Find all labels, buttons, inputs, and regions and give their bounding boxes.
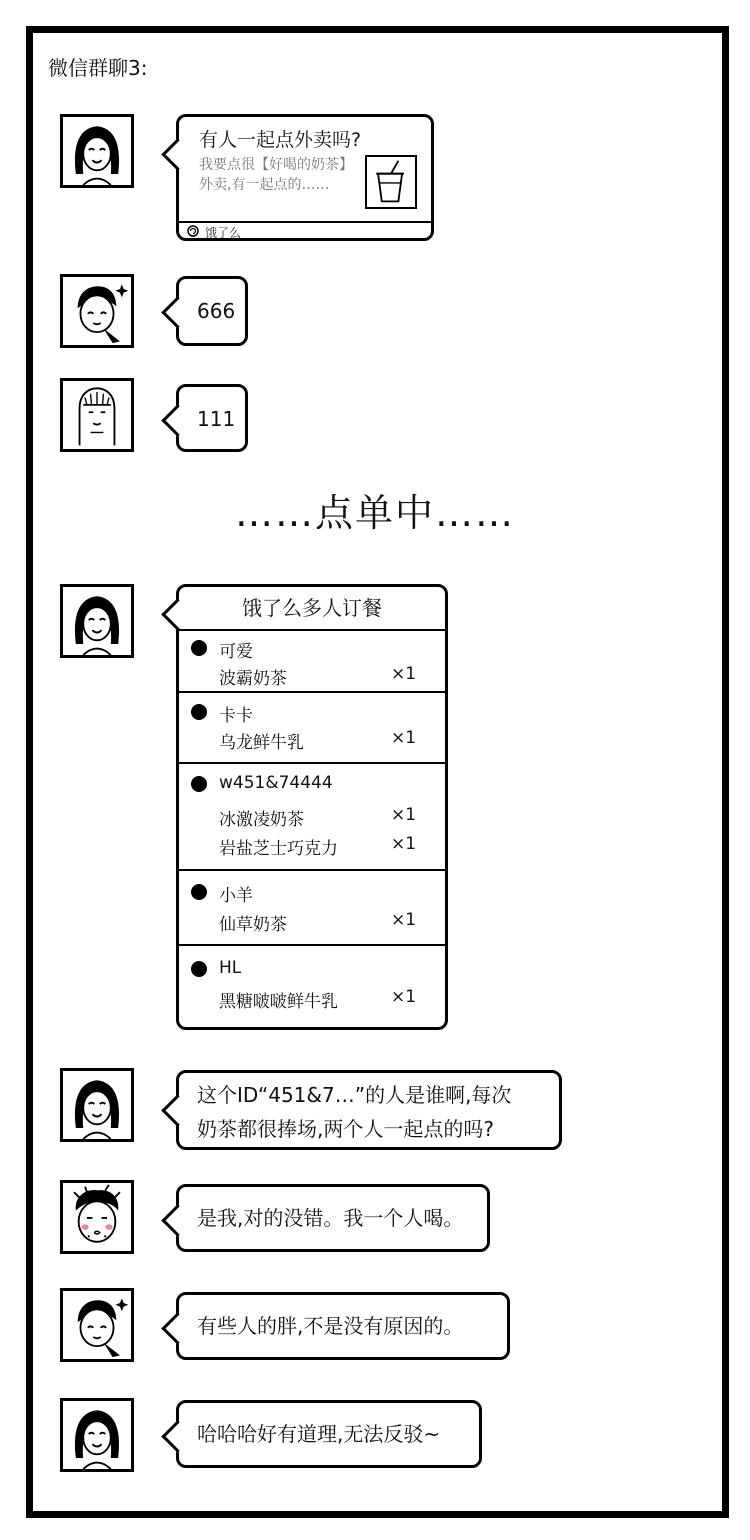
message-bubble-5[interactable] xyxy=(176,1292,510,1360)
message-bubble-6[interactable] xyxy=(176,1400,482,1468)
message-text: 有些人的胖,不是没有原因的。 xyxy=(197,1314,464,1338)
ordering-divider: ……点单中…… xyxy=(234,491,515,535)
avatar-girl-long-hair[interactable] xyxy=(60,378,134,452)
eleme-logo-icon xyxy=(187,225,199,237)
milk-tea-thumbnail xyxy=(365,155,417,209)
order-user-name: HL xyxy=(219,958,242,978)
order-user-name: 可爱 xyxy=(219,642,253,662)
message-text: 111 xyxy=(197,407,236,431)
avatar-girl-bob[interactable] xyxy=(60,1068,134,1142)
order-item: 岩盐芝士巧克力 xyxy=(219,839,338,859)
order-item: 仙草奶茶 xyxy=(219,915,287,935)
avatar-girl-bob[interactable] xyxy=(60,584,134,658)
message-text: 666 xyxy=(197,299,236,323)
chat-title: 微信群聊3: xyxy=(48,56,148,80)
order-user-name: 卡卡 xyxy=(219,706,253,726)
avatar-boy-sparkle[interactable] xyxy=(60,274,134,348)
message-text: 是我,对的没错。我一个人喝。 xyxy=(197,1206,464,1230)
message-bubble-3[interactable] xyxy=(176,1070,562,1150)
share-card-desc: 我要点很【好喝的奶茶】 外卖,有一起点的…… xyxy=(199,157,353,193)
order-qty: ×1 xyxy=(391,728,417,748)
message-text: 哈哈哈好有道理,无法反驳~ xyxy=(197,1422,441,1446)
share-card-bubble[interactable] xyxy=(176,114,434,241)
order-qty: ×1 xyxy=(391,910,417,930)
order-card-title: 饿了么多人订餐 xyxy=(179,587,445,631)
message-text: 这个ID“451&7…”的人是谁啊,每次 奶茶都很捧场,两个人一起点的吗? xyxy=(197,1083,512,1141)
order-user-name: w451&74444 xyxy=(219,773,333,793)
order-item: 冰激凌奶茶 xyxy=(219,810,304,830)
message-bubble-2[interactable] xyxy=(176,384,248,452)
order-item: 黑糖啵啵鲜牛乳 xyxy=(219,992,338,1012)
order-qty: ×1 xyxy=(391,805,417,825)
share-card-source: 饿了么 xyxy=(205,226,242,240)
order-item: 乌龙鲜牛乳 xyxy=(219,733,304,753)
avatar-girl-bob[interactable] xyxy=(60,1398,134,1472)
message-bubble-1[interactable] xyxy=(176,276,248,346)
avatar-girl-bob[interactable] xyxy=(60,114,134,188)
group-order-card[interactable] xyxy=(176,584,448,1030)
order-qty: ×1 xyxy=(391,834,417,854)
order-item: 波霸奶茶 xyxy=(219,669,287,689)
avatar-boy-sparkle[interactable] xyxy=(60,1288,134,1362)
share-card-footer xyxy=(179,221,431,241)
avatar-boy-blushing[interactable] xyxy=(60,1180,134,1254)
message-bubble-4[interactable] xyxy=(176,1184,490,1252)
order-qty: ×1 xyxy=(391,664,417,684)
order-qty: ×1 xyxy=(391,987,417,1007)
order-user-name: 小羊 xyxy=(219,886,253,906)
share-card-title: 有人一起点外卖吗? xyxy=(199,129,362,151)
